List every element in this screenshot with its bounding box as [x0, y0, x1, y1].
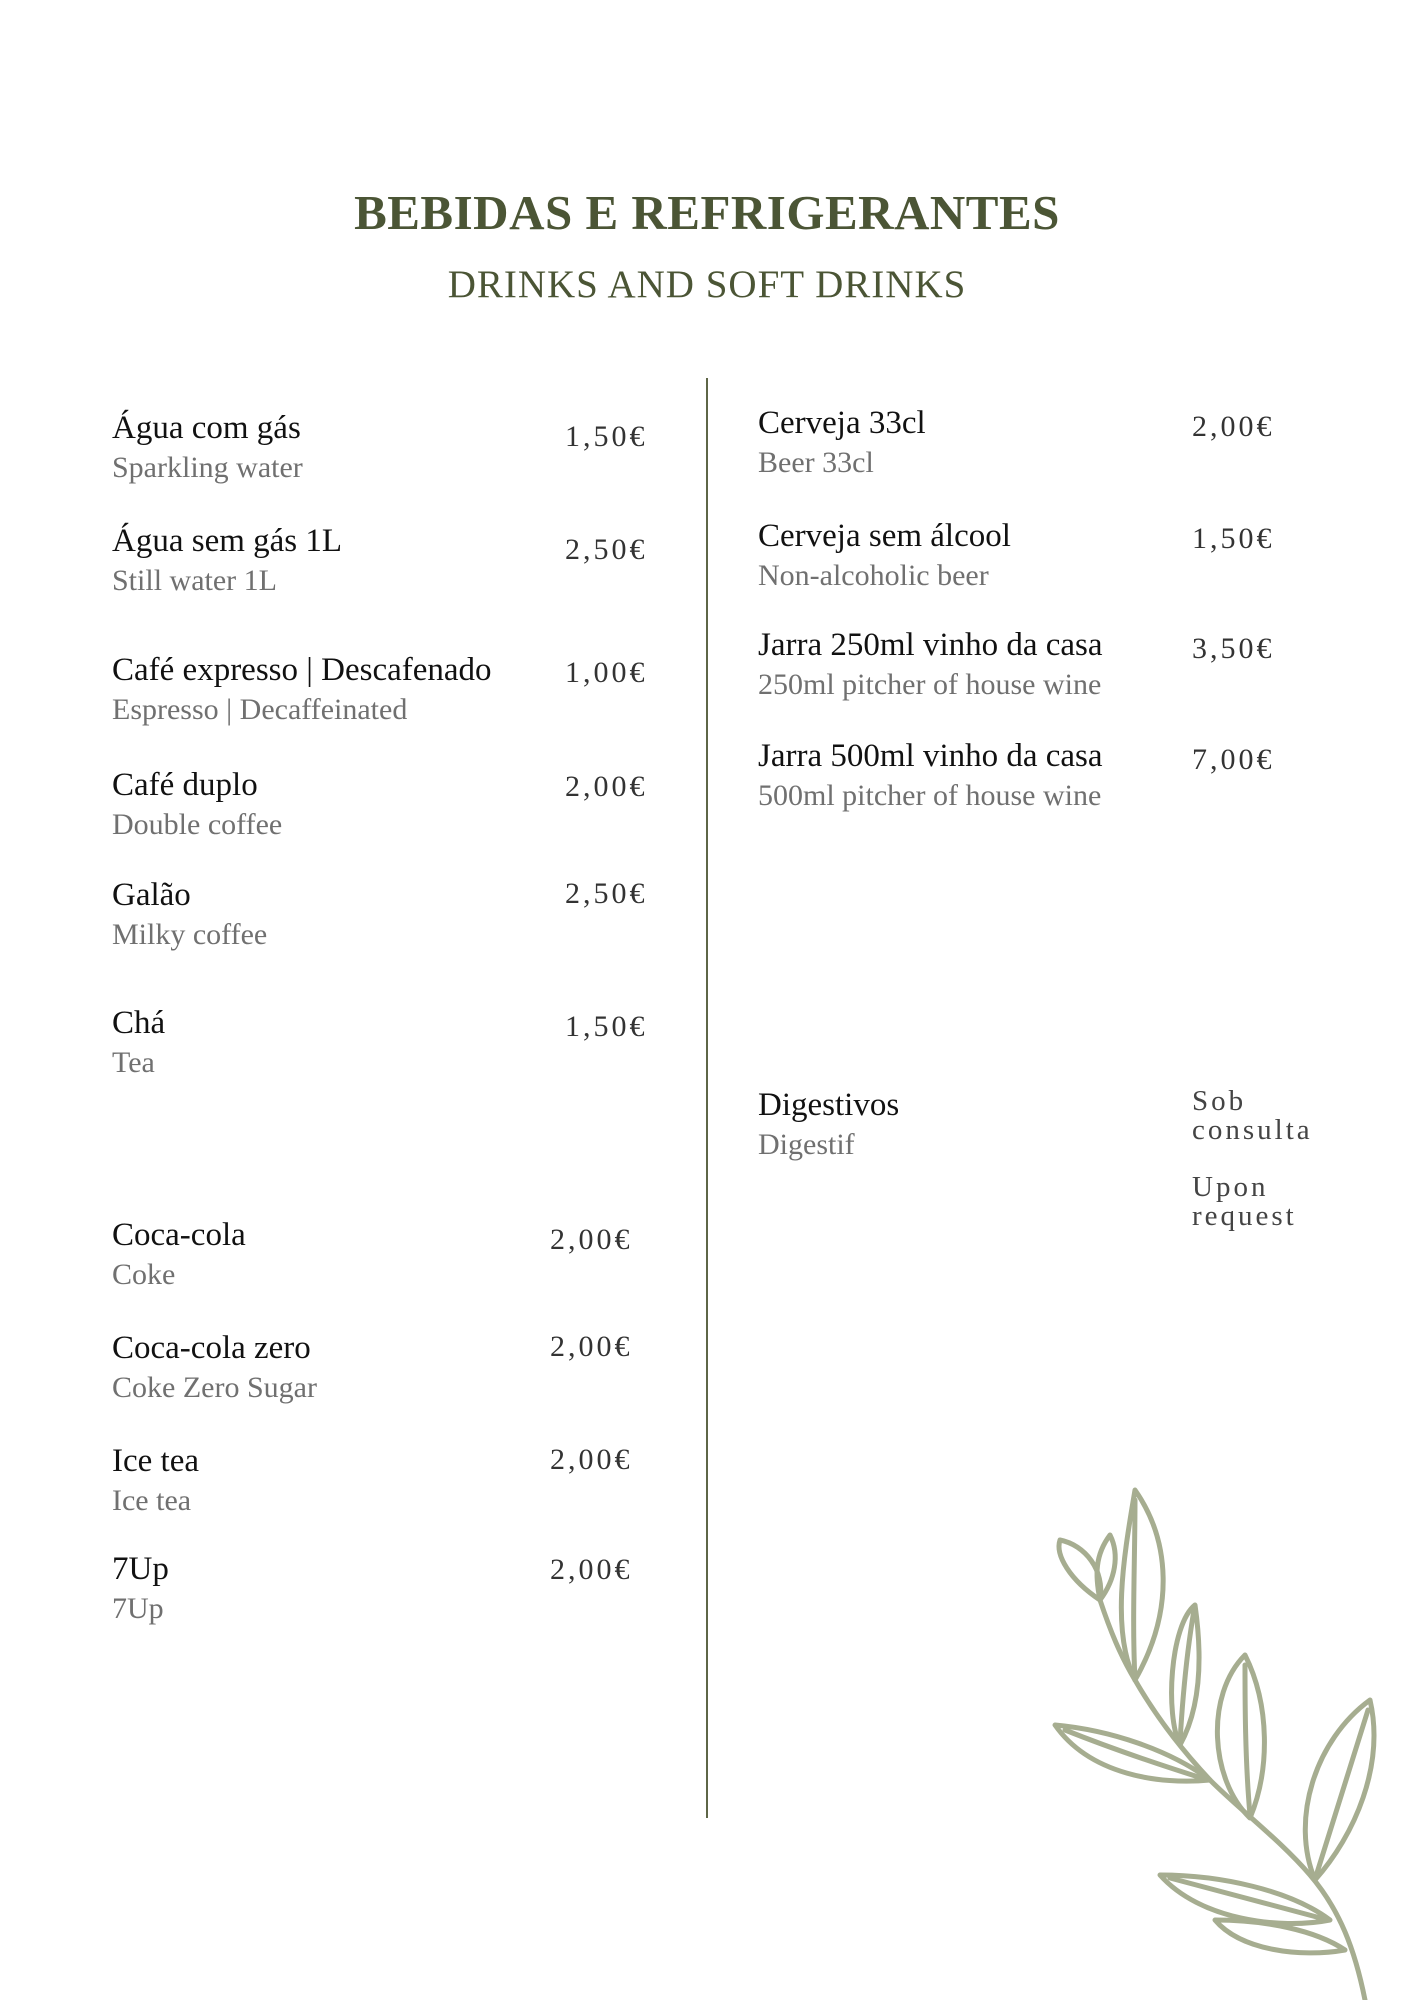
item-price: 1,50€: [1192, 522, 1275, 555]
item-translation: Digestif: [758, 1128, 855, 1161]
item-name: Chá: [112, 1005, 166, 1041]
menu-item: [758, 518, 1011, 593]
page-subtitle: DRINKS AND SOFT DRINKS: [447, 263, 967, 306]
item-translation: 250ml pitcher of house wine: [758, 668, 1102, 701]
item-translation: Espresso | Decaffeinated: [112, 693, 408, 726]
menu-item: [112, 652, 492, 727]
column-divider: [706, 378, 708, 1818]
menu-item: [112, 523, 342, 598]
item-translation: Sparkling water: [112, 451, 303, 484]
item-name: Água com gás: [112, 410, 301, 446]
item-price: 7,00€: [1192, 743, 1275, 776]
item-translation: Milky coffee: [112, 918, 268, 951]
menu-item: [112, 410, 303, 485]
menu-item: [758, 627, 1103, 702]
item-translation: Still water 1L: [112, 564, 277, 597]
item-translation: Coke: [112, 1258, 176, 1291]
price-note-en: Upon request: [1192, 1171, 1297, 1232]
menu-item: [112, 1443, 199, 1518]
menu-item: [112, 877, 267, 952]
item-translation: Tea: [112, 1046, 155, 1079]
item-price: 1,00€: [565, 656, 648, 689]
item-translation: Non-alcoholic beer: [758, 559, 989, 592]
item-price: 2,50€: [565, 877, 648, 910]
item-name: Galão: [112, 877, 191, 913]
item-price: 2,00€: [1192, 410, 1275, 443]
item-name: 7Up: [112, 1551, 169, 1587]
page-title: BEBIDAS E REFRIGERANTES: [354, 185, 1060, 240]
item-translation: Coke Zero Sugar: [112, 1371, 317, 1404]
item-name: Café duplo: [112, 767, 258, 803]
item-price: 2,00€: [550, 1553, 633, 1586]
item-name: Coca-cola: [112, 1217, 246, 1253]
item-price: 1,50€: [565, 420, 648, 453]
item-name: Cerveja sem álcool: [758, 518, 1011, 554]
item-name: Cerveja 33cl: [758, 405, 926, 441]
item-name: Jarra 250ml vinho da casa: [758, 627, 1103, 663]
item-translation: 500ml pitcher of house wine: [758, 779, 1102, 812]
menu-item: [112, 1330, 317, 1405]
menu-item: [112, 1217, 246, 1292]
item-translation: Ice tea: [112, 1484, 192, 1517]
olive-branch-icon: [1040, 1480, 1414, 2000]
item-price: 1,50€: [565, 1010, 648, 1043]
item-name: Digestivos: [758, 1087, 900, 1123]
menu-item: [112, 767, 282, 842]
menu-item: [112, 1005, 165, 1080]
item-translation: 7Up: [112, 1592, 164, 1625]
menu-item: [758, 738, 1103, 813]
item-name: Ice tea: [112, 1443, 199, 1479]
item-price: 2,00€: [550, 1330, 633, 1363]
item-price: 2,00€: [550, 1223, 633, 1256]
item-price: 2,00€: [565, 770, 648, 803]
price-note-pt: Sob consulta: [1192, 1085, 1313, 1146]
item-name: Café expresso | Descafenado: [112, 652, 492, 688]
item-name: Coca-cola zero: [112, 1330, 311, 1366]
item-name: Jarra 500ml vinho da casa: [758, 738, 1103, 774]
menu-item: [112, 1551, 169, 1626]
item-price: 2,00€: [550, 1443, 633, 1476]
item-name: Água sem gás 1L: [112, 523, 343, 559]
item-price: 2,50€: [565, 533, 648, 566]
menu-item-digestif: [758, 1087, 899, 1162]
item-translation: Double coffee: [112, 808, 283, 841]
item-price: 3,50€: [1192, 632, 1275, 665]
item-translation: Beer 33cl: [758, 446, 874, 479]
menu-item: [758, 405, 926, 480]
